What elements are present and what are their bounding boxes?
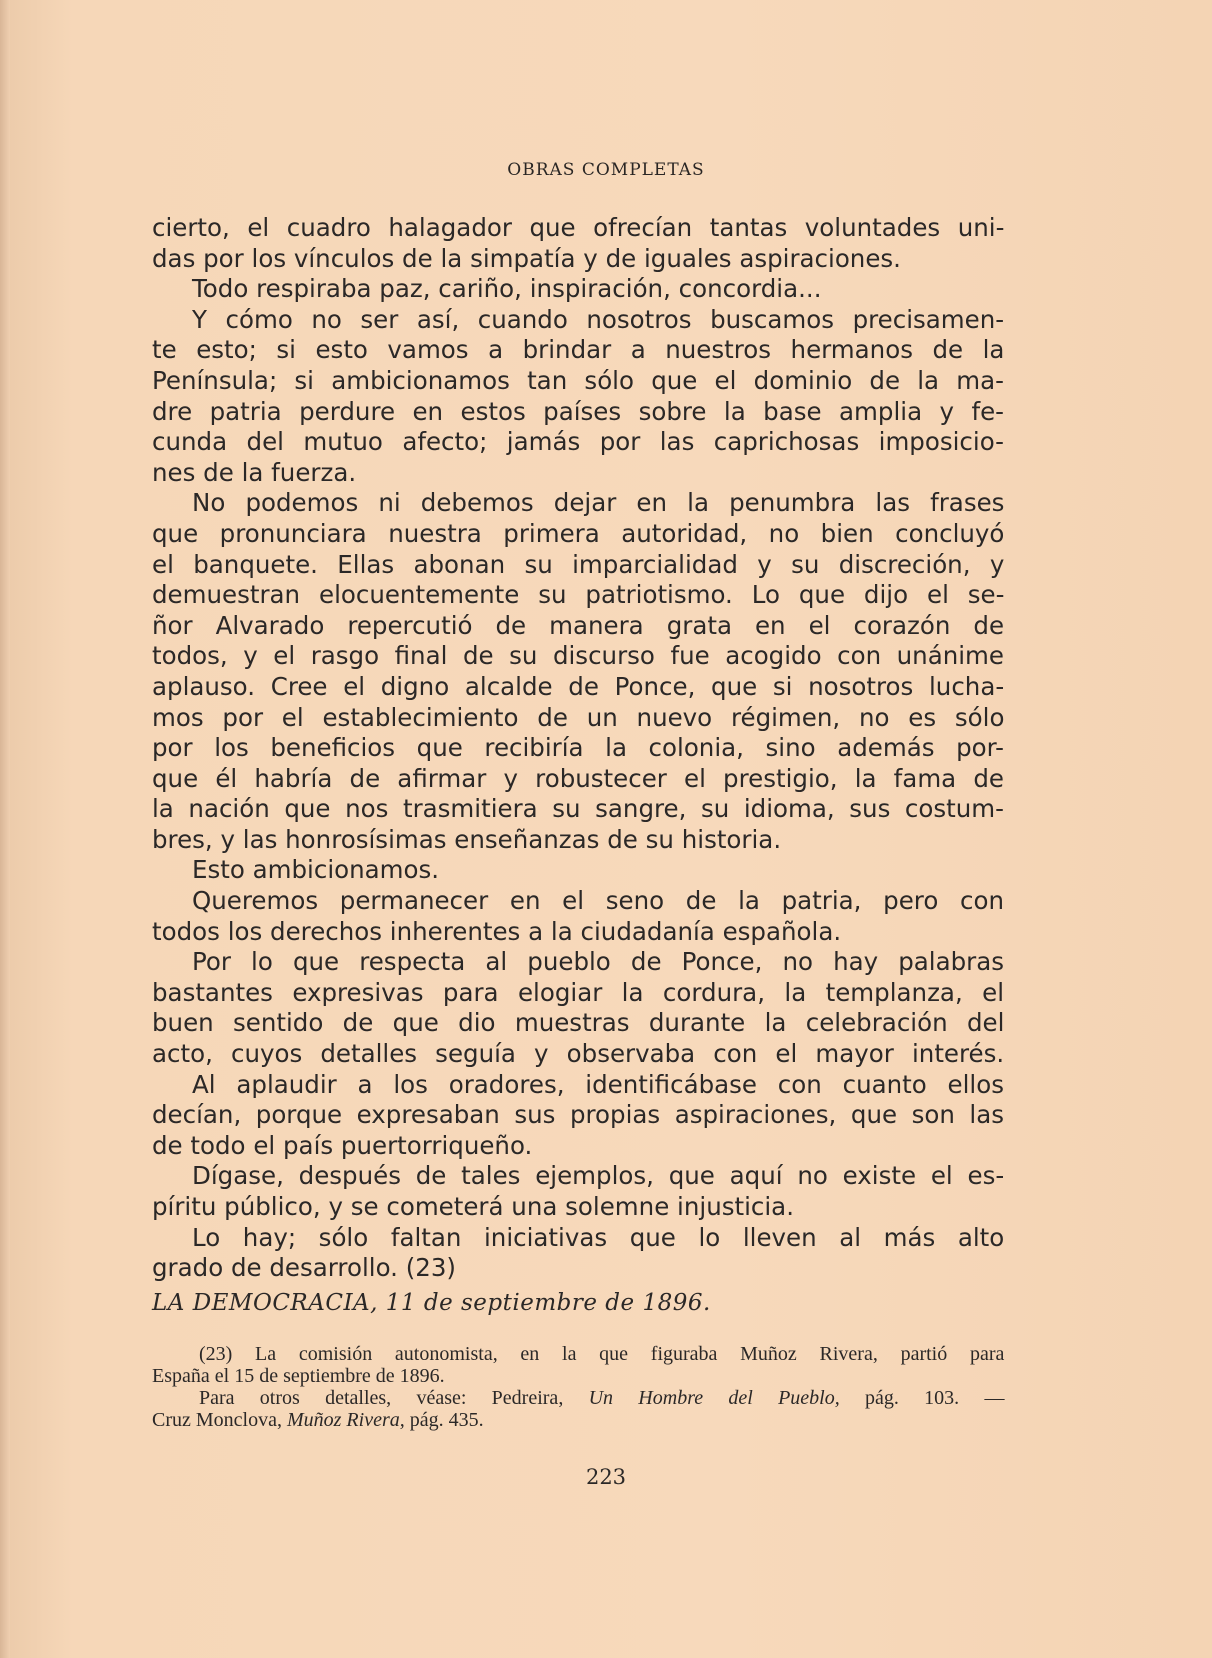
footnote-book-title: Un Hombre del Pueblo, [588,1387,840,1409]
body-line: ñor Alvarado repercutió de manera grata en el corazón de [152,610,1005,640]
footnotes [152,1343,1004,1431]
running-header: OBRAS COMPLETAS [507,160,705,180]
body-line: te esto; si esto vamos a brindar a nuestros hermanos de la [152,335,1005,365]
body-line: de todo el país puertorriqueño. [152,1130,533,1160]
body-line: das por los vínculos de la simpatía y de iguales aspiraciones. [152,243,901,273]
body-line: mos por el establecimiento de un nuevo régimen, no es sólo [152,702,1005,732]
source-citation: LA DEMOCRACIA, 11 de septiembre de 1896. [152,1290,711,1316]
footnote-text: pág. 435. [404,1409,484,1431]
footnote-line [152,1409,1004,1431]
footnote-line [152,1387,1004,1409]
body-line: Todo respiraba paz, cariño, inspiración, concordia... [192,274,822,304]
page-number: 223 [585,1465,627,1489]
body-line: bastantes expresivas para elogiar la cordura, la templanza, el [152,977,1005,1007]
body-line: grado de desarrollo. (23) [152,1253,456,1283]
body-line: cunda del mutuo afecto; jamás por las caprichosas imposicio- [152,427,1004,457]
body-line: No podemos ni debemos dejar en la penumbra las frases [192,488,1005,518]
body-line: bres, y las honrosísimas enseñanzas de su historia. [152,824,782,854]
body-line: dre patria perdure en estos países sobre la base amplia y fe- [152,396,1004,426]
body-line: nes de la fuerza. [152,457,357,487]
body-line: Al aplaudir a los oradores, identificábase con cuanto ellos [192,1069,1004,1099]
article-body [152,213,1004,1284]
footnote-book-title: Muñoz Rivera, [286,1409,405,1431]
body-line: Queremos permanecer en el seno de la patria, pero con [192,886,1004,916]
body-line: todos los derechos inherentes a la ciudadanía española. [152,916,842,946]
body-line: que pronunciara nuestra primera autoridad, no bien concluyó [152,518,1005,548]
body-line: la nación que nos trasmitiera su sangre, su idioma, sus costum- [152,794,1004,824]
body-line: por los beneficios que recibiría la colonia, sino además por- [152,733,1004,763]
body-line: Dígase, después de tales ejemplos, que aquí no existe el es- [192,1161,1005,1191]
body-line: demuestran elocuentemente su patriotismo. Lo que dijo el se- [152,580,1005,610]
body-line: el banquete. Ellas abonan su imparcialidad y su discreción, y [152,549,1005,579]
body-line: que él habría de afirmar y robustecer el prestigio, la fama de [152,763,1004,793]
footnote-text: pág. 103. — [839,1387,1005,1409]
body-line: Y cómo no ser así, cuando nosotros buscamos precisamen- [192,304,1005,334]
body-line: Lo hay; sólo faltan iniciativas que lo lleven al más alto [192,1222,1005,1252]
body-line: Esto ambicionamos. [192,855,440,885]
page-edge [0,0,10,1658]
body-line: buen sentido de que dio muestras durante la celebración del [152,1008,1005,1038]
footnote-text: Cruz Monclova, [152,1409,287,1431]
body-line: píritu público, y se cometerá una solemne injusticia. [152,1192,794,1221]
body-line: todos, y el rasgo final de su discurso fue acogido con unánime [152,641,1004,671]
footnote-text: Para otros detalles, véase: Pedreira, [199,1387,589,1409]
body-line: aplauso. Cree el digno alcalde de Ponce, que si nosotros lucha- [152,671,1005,701]
body-line: acto, cuyos detalles seguía y observaba con el mayor interés. [152,1039,1005,1069]
body-line: cierto, el cuadro halagador que ofrecían tantas voluntades uni- [152,213,1005,242]
footnote-line: (23) La comisión autonomista, en la que figuraba Muñoz Rivera, partió para [199,1343,1005,1365]
body-line: Península; si ambicionamos tan sólo que el dominio de la ma- [152,365,1004,395]
footnote-line: España el 15 de septiembre de 1896. [152,1365,445,1387]
body-line: Por lo que respecta al pueblo de Ponce, no hay palabras [192,947,1004,977]
body-line: decían, porque expresaban sus propias aspiraciones, que son las [152,1100,1004,1130]
